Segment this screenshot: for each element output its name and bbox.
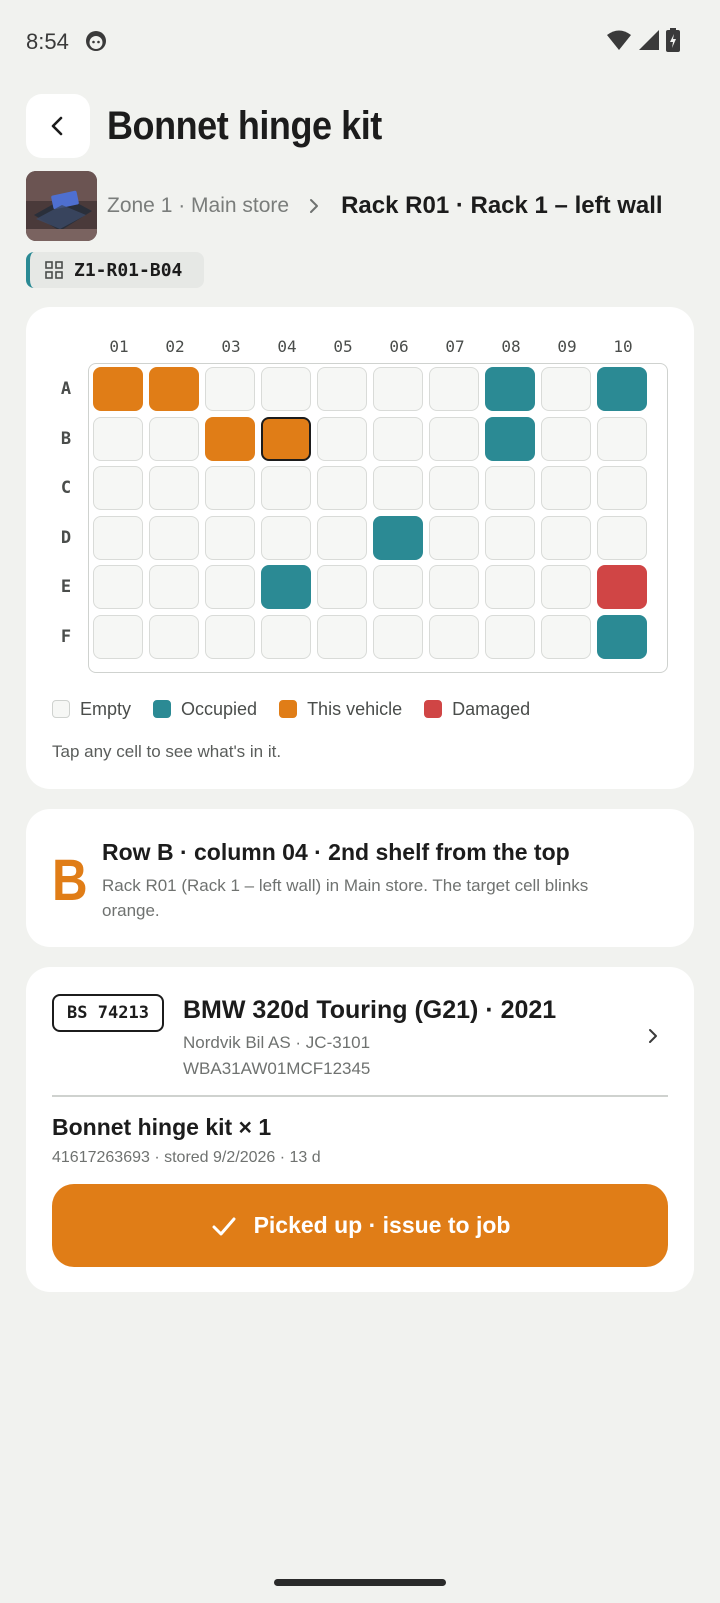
legend-label: This vehicle <box>307 698 403 719</box>
chevron-left-icon <box>46 114 70 138</box>
breadcrumb-rack[interactable]: Rack R01 · Rack 1 – left wall <box>341 192 663 219</box>
vehicle-title[interactable]: BMW 320d Touring (G21) · 2021 <box>183 996 557 1024</box>
wifi-icon <box>606 29 632 51</box>
vehicle-owner: Nordvik Bil AS · JC-3101 <box>183 1033 371 1052</box>
grid-cell-D04[interactable] <box>261 516 311 560</box>
swatch-damaged <box>424 700 442 718</box>
grid-cell-C07[interactable] <box>429 466 479 510</box>
column-header: 02 <box>165 337 185 356</box>
grid-cell-D06[interactable] <box>373 516 423 560</box>
grid-cell-B08[interactable] <box>485 417 535 461</box>
column-header: 10 <box>613 337 633 356</box>
signal-icon <box>638 29 660 51</box>
column-header: 01 <box>109 337 129 356</box>
vehicle-card <box>26 967 694 1292</box>
grid-cell-A06[interactable] <box>373 367 423 411</box>
grid-cell-E05[interactable] <box>317 565 367 609</box>
grid-cell-C05[interactable] <box>317 466 367 510</box>
grid-cell-F02[interactable] <box>149 615 199 659</box>
pickup-button[interactable] <box>52 1184 668 1267</box>
legend-empty <box>52 699 131 720</box>
grid-cell-C10[interactable] <box>597 466 647 510</box>
swatch-vehicle <box>279 700 297 718</box>
grid-cell-E08[interactable] <box>485 565 535 609</box>
header <box>26 94 412 158</box>
column-header: 05 <box>333 337 353 356</box>
grid-cell-F09[interactable] <box>541 615 591 659</box>
row-header: D <box>60 527 72 548</box>
grid-cell-D09[interactable] <box>541 516 591 560</box>
part-meta: 41617263693 · stored 9/2/2026 · 13 d <box>52 1149 321 1166</box>
grid-cell-B07[interactable] <box>429 417 479 461</box>
column-header: 06 <box>389 337 409 356</box>
target-title: Row B · column 04 · 2nd shelf from the top <box>102 839 570 865</box>
grid-cell-D10[interactable] <box>597 516 647 560</box>
grid-cell-D03[interactable] <box>205 516 255 560</box>
grid-cell-E09[interactable] <box>541 565 591 609</box>
grid-cell-A01[interactable] <box>93 367 143 411</box>
grid-cell-D05[interactable] <box>317 516 367 560</box>
location-thumbnail[interactable] <box>26 171 97 241</box>
column-header: 03 <box>221 337 241 356</box>
swatch-empty <box>52 700 70 718</box>
legend <box>52 694 552 724</box>
grid-cell-F08[interactable] <box>485 615 535 659</box>
legend-label: Occupied <box>181 698 258 719</box>
chevron-right-icon <box>303 195 325 217</box>
status-icons <box>606 28 680 52</box>
check-icon <box>210 1212 238 1240</box>
bin-code-chip[interactable] <box>26 252 204 288</box>
grid-cell-D07[interactable] <box>429 516 479 560</box>
part-name: Bonnet hinge kit × 1 <box>52 1114 272 1140</box>
rack-grid-card <box>26 307 694 789</box>
swatch-occupied <box>153 700 171 718</box>
column-header: 07 <box>445 337 465 356</box>
grid-cell-F03[interactable] <box>205 615 255 659</box>
row-letter: B <box>52 848 88 913</box>
grid-cell-F01[interactable] <box>93 615 143 659</box>
grid-cell-C02[interactable] <box>149 466 199 510</box>
row-header: A <box>60 379 72 399</box>
grid-cell-B02[interactable] <box>149 417 199 461</box>
grid-cell-D08[interactable] <box>485 516 535 560</box>
bin-code: Z1-R01-B04 <box>74 259 183 281</box>
grid-cell-B06[interactable] <box>373 417 423 461</box>
grid-cell-C04[interactable] <box>261 466 311 510</box>
grid-cell-E03[interactable] <box>205 565 255 609</box>
grid-cell-A10[interactable] <box>597 367 647 411</box>
status-bar <box>0 0 720 84</box>
column-headers <box>26 337 694 365</box>
grid-hint: Tap any cell to see what's in it. <box>52 742 282 761</box>
legend-label: Empty <box>80 698 132 719</box>
grid-cell-D02[interactable] <box>149 516 199 560</box>
grid-cell-E07[interactable] <box>429 565 479 609</box>
page-title: Bonnet hinge kit <box>107 103 382 148</box>
grid-cell-B09[interactable] <box>541 417 591 461</box>
divider <box>52 1095 668 1097</box>
grid-icon <box>44 260 64 280</box>
grid-cell-D01[interactable] <box>93 516 143 560</box>
grid-cell-E06[interactable] <box>373 565 423 609</box>
row-header: F <box>60 627 72 647</box>
grid-cell-F10[interactable] <box>597 615 647 659</box>
status-time: 8:54 <box>26 29 69 54</box>
grid-cell-C08[interactable] <box>485 466 535 510</box>
legend-vehicle <box>279 699 402 720</box>
grid-cell-A07[interactable] <box>429 367 479 411</box>
grid-cell-B05[interactable] <box>317 417 367 461</box>
grid-cell-E10[interactable] <box>597 565 647 609</box>
grid-cell-A08[interactable] <box>485 367 535 411</box>
legend-occupied <box>153 699 257 720</box>
grid-cell-F06[interactable] <box>373 615 423 659</box>
grid-cell-E02[interactable] <box>149 565 199 609</box>
target-location-card <box>26 809 694 947</box>
grid-cell-F07[interactable] <box>429 615 479 659</box>
grid-cell-B01[interactable] <box>93 417 143 461</box>
grid-cell-C06[interactable] <box>373 466 423 510</box>
face-icon <box>84 29 108 53</box>
target-description: Rack R01 (Rack 1 – left wall) in Main store. The target cell blinks orange. <box>102 876 589 920</box>
chevron-right-icon[interactable] <box>642 1025 664 1047</box>
grid-cell-F04[interactable] <box>261 615 311 659</box>
grid-cell-B03[interactable] <box>205 417 255 461</box>
column-header: 04 <box>277 337 297 356</box>
breadcrumb <box>26 171 663 241</box>
grid-cell-A05[interactable] <box>317 367 367 411</box>
license-plate: BS 74213 <box>52 994 164 1032</box>
breadcrumb-zone[interactable]: Zone 1 · Main store <box>107 194 290 217</box>
thumbnail-image <box>26 171 97 241</box>
grid-cell-A04[interactable] <box>261 367 311 411</box>
column-header: 08 <box>501 337 521 356</box>
legend-damaged <box>424 699 530 720</box>
grid-cell-A03[interactable] <box>205 367 255 411</box>
row-header: C <box>60 478 72 499</box>
grid-cell-E01[interactable] <box>93 565 143 609</box>
grid-cell-B10[interactable] <box>597 417 647 461</box>
grid-cell-C03[interactable] <box>205 466 255 510</box>
home-indicator[interactable] <box>274 1579 446 1586</box>
grid-cell-E04[interactable] <box>261 565 311 609</box>
battery-charging-icon <box>666 28 680 52</box>
grid-cell-A09[interactable] <box>541 367 591 411</box>
grid-cell-A02[interactable] <box>149 367 199 411</box>
back-button[interactable] <box>26 94 90 158</box>
legend-label: Damaged <box>452 698 531 719</box>
grid-cell-C09[interactable] <box>541 466 591 510</box>
pickup-button-label: Picked up · issue to job <box>253 1212 511 1238</box>
row-header: E <box>60 577 72 598</box>
column-header: 09 <box>557 337 577 356</box>
row-header: B <box>60 428 72 449</box>
vehicle-vin: WBA31AW01MCF12345 <box>183 1059 371 1078</box>
grid-cell-B04[interactable] <box>261 417 311 461</box>
grid-cell-C01[interactable] <box>93 466 143 510</box>
grid-cell-F05[interactable] <box>317 615 367 659</box>
